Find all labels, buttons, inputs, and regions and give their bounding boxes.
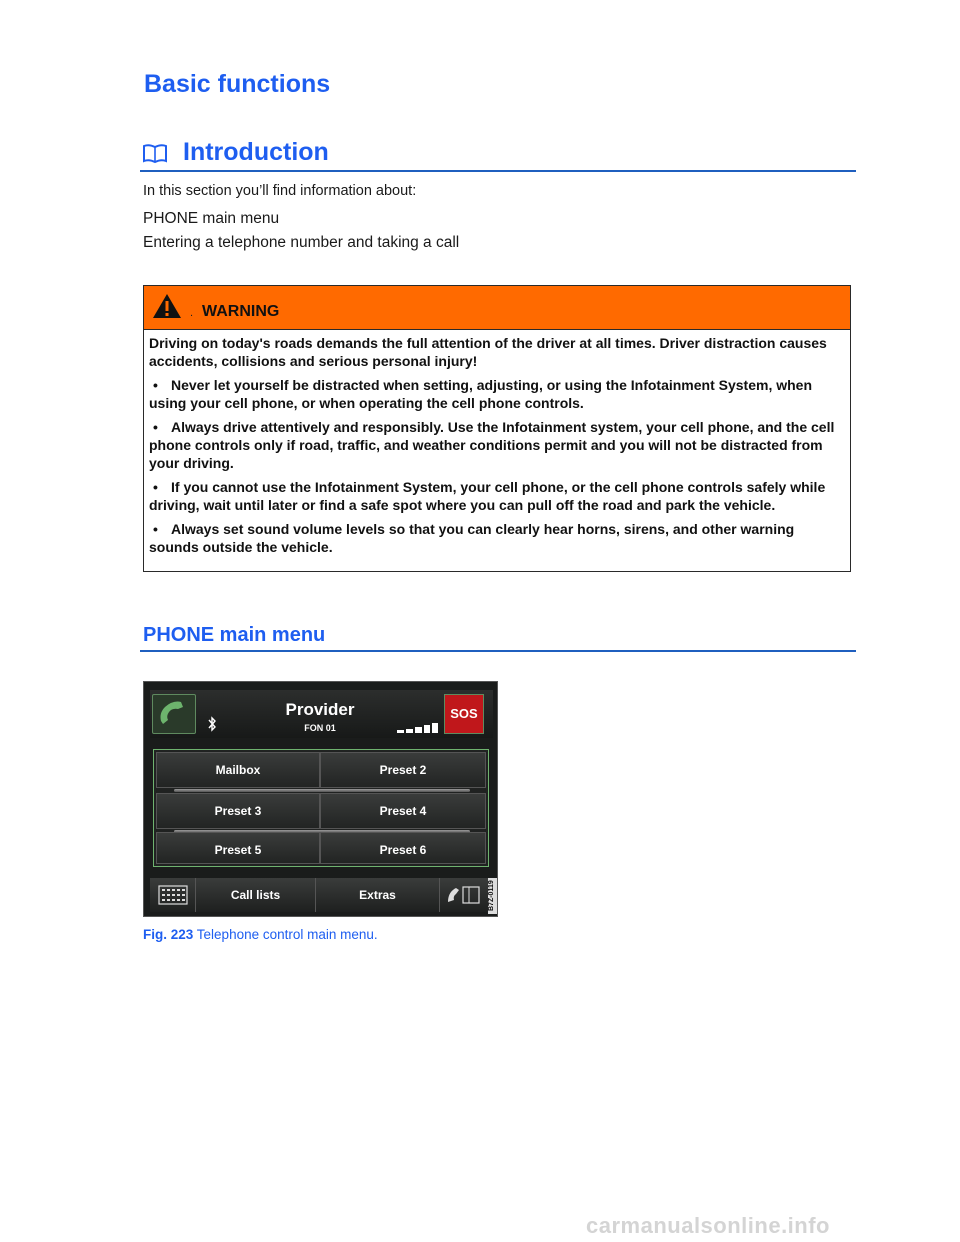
intro-heading: [140, 136, 856, 172]
watermark: carmanualsonline.info: [586, 1213, 830, 1238]
warning-header: [144, 286, 850, 330]
bluetooth-icon: [206, 716, 218, 732]
keypad-button: [150, 878, 196, 912]
warning-bullet: • Always drive attentively and responsibly. Use the Infotainment system, your cell phone, and the cell phone controls only if road, traffic, and weather conditions permit and you will not be distracted from your driving.: [149, 419, 835, 471]
phone-menu-figure: [143, 681, 498, 917]
preset-2-button: Preset 2: [320, 752, 486, 788]
warning-bullet: • Always set sound volume levels so that you can clearly hear horns, sirens, and other warning sounds outside the vehicle.: [149, 521, 795, 555]
figure-id-label: B7Z-0119: [488, 878, 497, 914]
bullet-icon: •: [153, 479, 158, 495]
warning-triangle-icon: [152, 292, 182, 320]
call-lists-button: Call lists: [196, 878, 316, 912]
figure-caption: [143, 927, 378, 942]
handset-icon: [153, 695, 193, 731]
bullet-icon: •: [153, 521, 158, 537]
bullet-icon: •: [153, 377, 158, 393]
warning-box: [143, 285, 851, 572]
preset-6-button: Preset 6: [320, 832, 486, 864]
bullet-icon: •: [153, 419, 158, 435]
extras-button: Extras: [316, 878, 440, 912]
network-name: FON 01: [304, 723, 336, 733]
warning-marker: .: [190, 307, 194, 319]
preset-4-button: Preset 4: [320, 793, 486, 829]
call-button: [152, 694, 196, 734]
keypad-icon: [158, 885, 188, 905]
preset-grid: [153, 749, 489, 867]
figure-caption-text: Telephone control main menu.: [196, 927, 378, 942]
intro-heading-text: Introduction: [183, 138, 329, 166]
row-divider: [174, 789, 470, 792]
preset-5-button: Preset 5: [156, 832, 320, 864]
topic-link-entering-number[interactable]: Entering a telephone number and taking a call: [143, 234, 460, 251]
warning-lead: Driving on today's roads demands the full attention of the driver at all times. Driver distraction causes accidents, collisions and serious personal injury!: [149, 335, 827, 369]
phone-section-heading: [140, 620, 856, 652]
mailbox-button: Mailbox: [156, 752, 320, 788]
phone-section-title: PHONE main menu: [143, 624, 326, 646]
figure-number: Fig. 223: [143, 927, 194, 942]
warning-body: [144, 330, 850, 556]
provider-name: Provider: [285, 700, 355, 719]
screen-bottom-bar: [150, 878, 493, 912]
section-title: Basic functions: [144, 70, 331, 98]
preset-3-button: Preset 3: [156, 793, 320, 829]
phonebook-icon: [445, 884, 483, 906]
sos-button: SOS: [444, 694, 484, 734]
topic-link-phone-main-menu[interactable]: PHONE main menu: [143, 210, 280, 227]
warning-bullet: • Never let yourself be distracted when setting, adjusting, or using the Infotainment System, when using your cell phone, or when operating the cell phone controls.: [149, 377, 812, 411]
phonebook-button: [440, 878, 488, 912]
warning-bullet: • If you cannot use the Infotainment System, your cell phone, or the cell phone controls safely while driving, wait until later or find a safe spot where you can pull off the road and park the vehicle.: [149, 479, 826, 513]
warning-label: WARNING: [202, 303, 280, 320]
signal-strength-icon: [397, 720, 439, 734]
intro-text: In this section you’ll find information about:: [143, 183, 417, 199]
book-icon: [142, 142, 168, 164]
